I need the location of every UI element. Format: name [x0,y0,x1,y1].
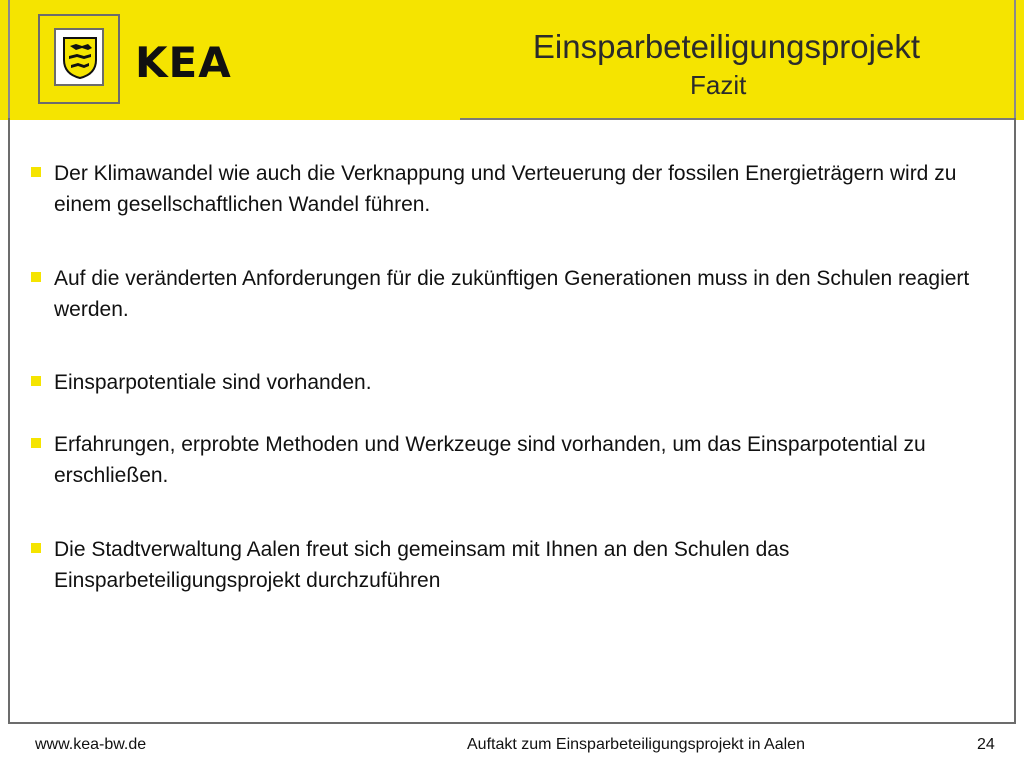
bullet-item [31,534,1011,596]
page-title: Einsparbeteiligungsprojekt [532,28,920,65]
bullet-item [31,429,1011,491]
kea-logo-text: KEA [135,38,232,87]
bullet-square-icon [31,167,41,177]
bullet-item [31,263,1011,325]
coat-of-arms-icon [62,36,98,80]
bullet-square-icon [31,438,41,448]
coat-of-arms [54,28,104,86]
footer-website: www.kea-bw.de [35,736,147,753]
bullet-item [31,158,1011,220]
bullet-square-icon [31,272,41,282]
page-subtitle: Fazit [690,70,747,100]
bullet-text: Die Stadtverwaltung Aalen freut sich gemeinsam mit Ihnen an den Schulen das Einsparbeteiligungsprojekt durchzuführen [54,538,790,592]
bullet-text: Auf die veränderten Anforderungen für die zukünftigen Generationen muss in den Schulen reagiert werden. [54,267,970,321]
content-frame [8,118,1016,724]
bullet-item [31,367,1011,398]
coat-of-arms-frame [38,14,120,104]
bullet-text: Einsparpotentiale sind vorhanden. [54,371,372,394]
bullet-square-icon [31,543,41,553]
page-number: 24 [977,736,995,753]
header-right-border [1014,0,1016,120]
bullet-text: Der Klimawandel wie auch die Verknappung und Verteuerung der fossilen Energieträgern wird zu einem gesellschaftlichen Wandel führen. [54,162,957,216]
bullet-square-icon [31,376,41,386]
bullet-text: Erfahrungen, erprobte Methoden und Werkzeuge sind vorhanden, um das Einsparpotential zu erschließen. [54,433,926,487]
footer-caption: Auftakt zum Einsparbeteiligungsprojekt in Aalen [467,736,805,753]
